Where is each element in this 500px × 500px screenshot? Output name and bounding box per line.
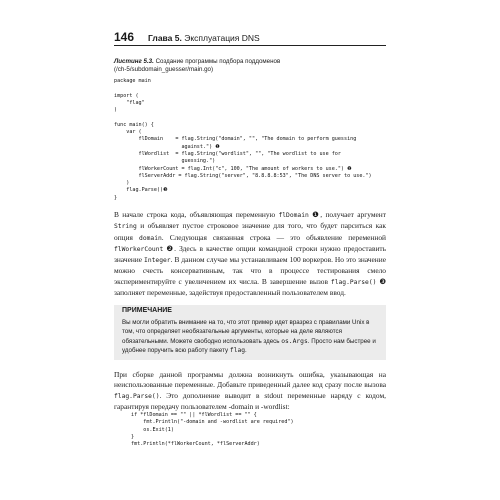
para2-text-1: При сборке данной программы должна возникнуть ошибка, указывающая на неиспользованные переменные. Добавьте приведенный далее код сразу после вызова	[114, 370, 386, 390]
note-title: ПРИМЕЧАНИЕ	[122, 307, 172, 314]
listing-caption-text: Создание программы подбора поддоменов	[155, 58, 281, 65]
para1-code-5: Integer	[144, 257, 171, 265]
para1-text-5: ❷. Здесь в качестве опции командной строки нужно предоставить значение	[114, 243, 386, 265]
note-code-2: flag	[229, 347, 246, 355]
para2-text-2: . Это дополнение выводит в stdout переменные наряду с кодом, гарантируя передачу пользователем	[114, 390, 386, 411]
para1-text-2: ❶, получает аргумент	[308, 210, 386, 219]
para1-code-4: flWorkerCount	[114, 245, 164, 253]
para2-text-6: :	[287, 401, 290, 411]
note-text-1: Вы могли обратить внимание на то, что этот пример идет вразрез с правилами Unix в том, что определяет необязательные аргументы, которые на деле являются обязательными. Можете свободно использовать здесь	[122, 319, 370, 345]
para1-text-6: . В данном случае мы устанавливаем 100 воркеров. Но это значение можно счесть консервативным, так что в процессе тестирования смело экспериментируйте с увеличением их числа. В завершение вызов	[114, 255, 386, 286]
running-header	[114, 30, 386, 44]
code-block-2: if *flDomain == "" || *flWordlist == "" { fmt.Println("-domain and -wordlist are required") os.Exit(1) } fmt.Println(*flWorkerCount, *flServerAddr)	[131, 412, 294, 448]
paragraph-2	[114, 370, 386, 412]
para1-text-3: и объявляет пустое строковое значение для того, что будет парситься как опция	[114, 221, 386, 242]
para2-code-1: flag.Parse()	[114, 392, 160, 400]
paragraph-1	[114, 210, 386, 298]
para2-text-4: и	[253, 401, 261, 411]
para1-code-3: domain	[139, 234, 162, 242]
chapter-heading	[148, 33, 260, 43]
header-rule	[114, 45, 386, 46]
para2-text-3: -domain	[228, 401, 254, 411]
para1-code-2: String	[114, 223, 137, 231]
page-number: 146	[114, 30, 135, 44]
listing-number: Листинг 5.3.	[114, 58, 154, 65]
para1-code-1: flDomain	[278, 212, 309, 219]
listing-path: (/ch-5/subdomain_guesser/main.go)	[114, 66, 214, 73]
para2-text-5: -wordlist	[260, 401, 288, 411]
para1-text-1: В начале строка кода, объявляющая переменную	[114, 210, 279, 219]
para1-code-6: flag.Parse()	[330, 278, 377, 286]
note-text	[122, 318, 380, 356]
para1-text-7: ❸ заполняет переменные, задействуя предоставленный пользователем ввод.	[114, 276, 386, 298]
para1-text-4: . Следующая связанная строка — это объявление переменной	[161, 232, 386, 242]
listing-caption	[114, 58, 386, 74]
note-text-2: . Просто нам быстрее и удобнее поручить всю работу пакету	[122, 337, 376, 355]
chapter-title: Эксплуатация DNS	[184, 33, 260, 43]
listing-code: package main import ( "flag" ) func main() { var ( flDomain = flag.String("domain", "", "The domain to perform guessing against.") ❶ flWordlist = flag.String("wordlist", "", "The wordlist to use for guessing.") flWorkerCount = flag.Int("c", 100, "The amount of workers to use.") ❷ flServerAddr = flag.String("server", "8.8.8.8:53", "The DNS server to use.") ) flag.Parse()❸ }	[114, 78, 372, 201]
chapter-number: Глава 5.	[148, 33, 182, 43]
note-code-1: os.Args	[281, 337, 308, 345]
note-text-3: .	[245, 347, 247, 355]
